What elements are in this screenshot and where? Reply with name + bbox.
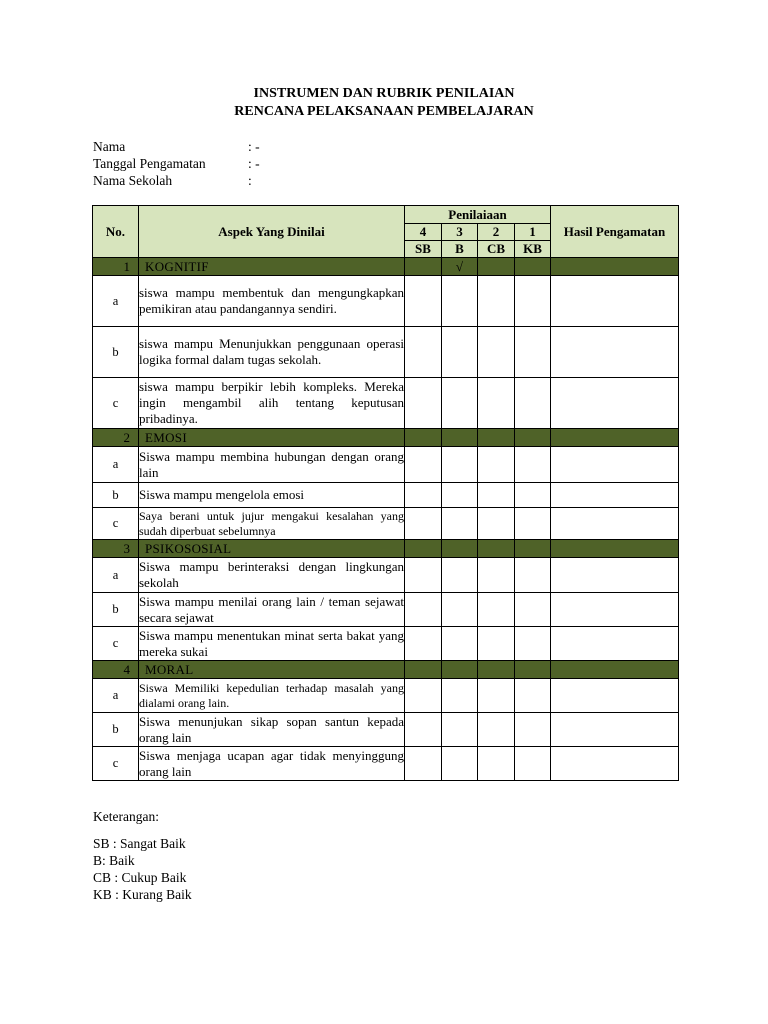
score-cell (442, 378, 478, 429)
score-cell (515, 447, 551, 483)
item-letter: c (93, 627, 139, 661)
score-cell (442, 327, 478, 378)
score-cell (442, 276, 478, 327)
table-row (93, 327, 679, 378)
score-cell (405, 483, 442, 508)
section-name: MORAL (139, 661, 405, 679)
score-cell (515, 429, 551, 447)
score-cell (442, 540, 478, 558)
score-cell (442, 713, 478, 747)
info-value: : - (248, 139, 260, 154)
score-cell (442, 661, 478, 679)
hasil-cell (551, 378, 679, 429)
score-cell (405, 679, 442, 713)
score-cell (478, 447, 515, 483)
score-cell (478, 558, 515, 593)
item-letter: b (93, 483, 139, 508)
header-no: No. (93, 206, 139, 258)
score-cell (478, 540, 515, 558)
hasil-cell (551, 593, 679, 627)
section-name: EMOSI (139, 429, 405, 447)
table-row (93, 713, 679, 747)
score-cell: √ (442, 258, 478, 276)
section-name: KOGNITIF (139, 258, 405, 276)
section-row-emosi (93, 429, 679, 447)
section-number: 2 (93, 429, 139, 447)
section-row-psikososial (93, 540, 679, 558)
score-cell (405, 747, 442, 781)
item-description: siswa mampu membentuk dan mengungkapkan pemikiran atau pandangannya sendiri. (139, 276, 405, 327)
document-title-line1: INSTRUMEN DAN RUBRIK PENILAIAN (253, 86, 515, 101)
hasil-cell (551, 540, 679, 558)
score-cell (478, 276, 515, 327)
score-cell (478, 508, 515, 540)
item-description: siswa mampu Menunjukkan penggunaan operasi logika formal dalam tugas sekolah. (139, 327, 405, 378)
score-cell (478, 627, 515, 661)
score-cell (405, 258, 442, 276)
legend-item: B: Baik (93, 853, 135, 868)
header-hasil: Hasil Pengamatan (551, 206, 679, 258)
rubric-table (92, 205, 679, 781)
item-letter: c (93, 747, 139, 781)
score-cell (478, 258, 515, 276)
table-row (93, 378, 679, 429)
score-cell (442, 483, 478, 508)
hasil-cell (551, 429, 679, 447)
info-row-tanggal (93, 155, 260, 172)
score-cell (478, 593, 515, 627)
item-description: Siswa Memiliki kepedulian terhadap masalah yang dialami orang lain. (139, 679, 405, 713)
hasil-cell (551, 747, 679, 781)
table-row (93, 276, 679, 327)
header-code: B (442, 241, 478, 258)
hasil-cell (551, 713, 679, 747)
score-cell (515, 508, 551, 540)
table-row (93, 447, 679, 483)
table-row (93, 558, 679, 593)
score-cell (515, 679, 551, 713)
score-cell (442, 747, 478, 781)
info-label: Nama (93, 139, 126, 154)
header-score: 2 (478, 224, 515, 241)
score-cell (478, 679, 515, 713)
hasil-cell (551, 558, 679, 593)
score-cell (405, 558, 442, 593)
section-number: 1 (93, 258, 139, 276)
score-cell (515, 627, 551, 661)
score-cell (515, 540, 551, 558)
header-code: KB (515, 241, 551, 258)
score-cell (405, 661, 442, 679)
score-cell (478, 713, 515, 747)
legend-heading: Keterangan: (93, 809, 159, 824)
hasil-cell (551, 327, 679, 378)
score-cell (478, 378, 515, 429)
item-description: Saya berani untuk jujur mengakui kesalahan yang sudah diperbuat sebelumnya (139, 508, 404, 538)
item-description: Siswa mampu berinteraksi dengan lingkungan sekolah (139, 558, 405, 593)
hasil-cell (551, 276, 679, 327)
score-cell (515, 713, 551, 747)
section-number: 4 (93, 661, 139, 679)
score-cell (442, 558, 478, 593)
score-cell (478, 483, 515, 508)
score-cell (405, 327, 442, 378)
item-description: Siswa mampu menentukan minat serta bakat yang mereka sukai (139, 627, 404, 659)
info-row-nama (93, 138, 260, 155)
table-row (93, 483, 679, 508)
document-title-line2: RENCANA PELAKSANAAN PEMBELAJARAN (234, 104, 534, 119)
legend-item: SB : Sangat Baik (93, 836, 186, 851)
score-cell (405, 627, 442, 661)
table-row (93, 747, 679, 781)
score-cell (405, 593, 442, 627)
info-label: Nama Sekolah (93, 173, 173, 188)
item-description: Siswa mampu mengelola emosi (139, 483, 405, 508)
score-cell (405, 540, 442, 558)
info-value: : (248, 173, 252, 188)
score-cell (478, 327, 515, 378)
header-score: 3 (442, 224, 478, 241)
score-cell (442, 429, 478, 447)
score-cell (478, 429, 515, 447)
item-letter: b (93, 713, 139, 747)
score-cell (405, 508, 442, 540)
score-cell (515, 747, 551, 781)
header-penilaian: Penilaiaan (405, 206, 551, 224)
table-row (93, 627, 679, 661)
score-cell (442, 593, 478, 627)
item-letter: a (93, 447, 139, 483)
table-row (93, 508, 679, 540)
header-aspek: Aspek Yang Dinilai (139, 206, 405, 258)
info-block (93, 138, 260, 189)
item-description: Siswa menunjukan sikap sopan santun kepada orang lain (139, 713, 404, 745)
info-row-sekolah (93, 172, 260, 189)
score-cell (515, 276, 551, 327)
section-row-moral (93, 661, 679, 679)
legend-block (93, 808, 192, 903)
item-letter: a (93, 679, 139, 713)
hasil-cell (551, 627, 679, 661)
score-cell (515, 327, 551, 378)
item-letter: c (93, 508, 139, 540)
hasil-cell (551, 679, 679, 713)
score-cell (405, 378, 442, 429)
score-cell (405, 713, 442, 747)
header-code: SB (405, 241, 442, 258)
info-value: : - (248, 156, 260, 171)
section-name: PSIKOSOSIAL (139, 540, 405, 558)
table-row (93, 679, 679, 713)
item-letter: b (93, 593, 139, 627)
score-cell (405, 429, 442, 447)
score-cell (405, 447, 442, 483)
item-description: Siswa mampu menilai orang lain / teman sejawat secara sejawat (139, 593, 404, 625)
item-description: siswa mampu berpikir lebih kompleks. Mereka ingin mengambil alih tentang keputusan pribadinya. (139, 378, 405, 429)
score-cell (515, 483, 551, 508)
score-cell (515, 258, 551, 276)
section-number: 3 (93, 540, 139, 558)
item-description: Siswa menjaga ucapan agar tidak menyinggung orang lain (139, 747, 404, 779)
section-row-kognitif (93, 258, 679, 276)
hasil-cell (551, 661, 679, 679)
item-description: Siswa mampu membina hubungan dengan orang lain (139, 447, 405, 483)
score-cell (405, 276, 442, 327)
header-score: 1 (515, 224, 551, 241)
hasil-cell (551, 447, 679, 483)
score-cell (515, 558, 551, 593)
score-cell (442, 508, 478, 540)
legend-item: KB : Kurang Baik (93, 887, 192, 902)
info-label: Tanggal Pengamatan (93, 156, 206, 171)
score-cell (478, 661, 515, 679)
header-code: CB (478, 241, 515, 258)
score-cell (478, 747, 515, 781)
table-row (93, 593, 679, 627)
score-cell (515, 378, 551, 429)
hasil-cell (551, 483, 679, 508)
hasil-cell (551, 258, 679, 276)
item-letter: b (93, 327, 139, 378)
hasil-cell (551, 508, 679, 540)
legend-item: CB : Cukup Baik (93, 870, 187, 885)
score-cell (515, 593, 551, 627)
item-letter: a (93, 276, 139, 327)
item-letter: c (93, 378, 139, 429)
score-cell (442, 627, 478, 661)
score-cell (442, 447, 478, 483)
item-letter: a (93, 558, 139, 593)
score-cell (515, 661, 551, 679)
header-score: 4 (405, 224, 442, 241)
score-cell (442, 679, 478, 713)
